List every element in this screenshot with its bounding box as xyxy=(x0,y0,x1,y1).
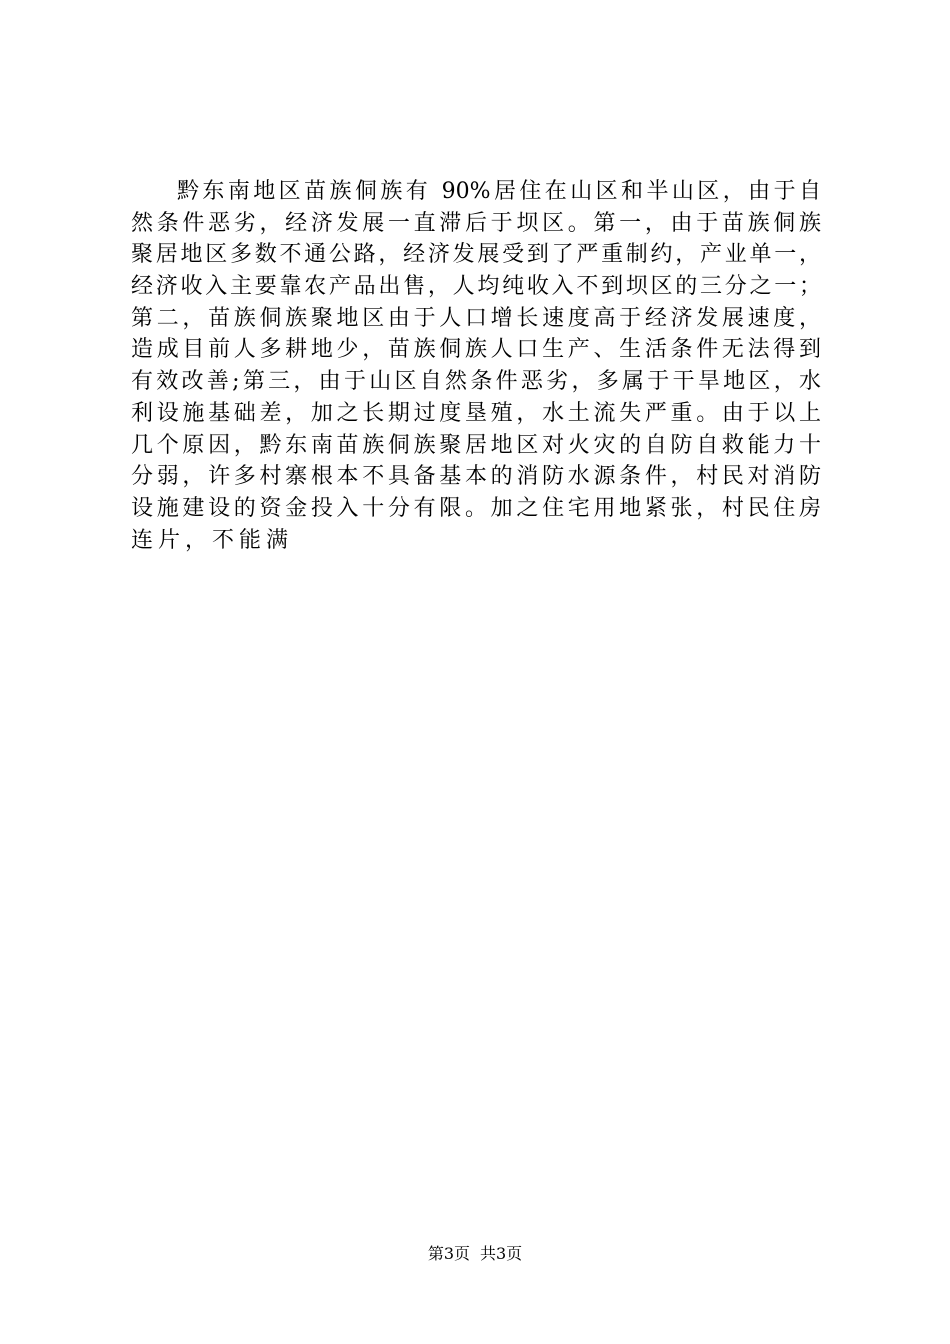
paragraph-line: 连片，不能满 xyxy=(131,527,294,553)
page-total: 共3页 xyxy=(480,1244,523,1263)
paragraph-line: 第二，苗族侗族聚地区由于人口增长速度高于经济发展速度， xyxy=(131,305,821,331)
paragraph-line: 造成目前人多耕地少，苗族侗族人口生产、生活条件无法得到 xyxy=(131,337,821,363)
paragraph-line: 然条件恶劣，经济发展一直滞后于坝区。第一，由于苗族侗族 xyxy=(131,210,821,236)
paragraph-line: 有效改善;第三，由于山区自然条件恶劣，多属于干旱地区，水 xyxy=(131,369,821,395)
paragraph-line: 黔东南地区苗族侗族有 90%居住在山区和半山区，由于自 xyxy=(177,179,821,204)
page-footer xyxy=(0,1243,950,1265)
paragraph-line: 聚居地区多数不通公路，经济发展受到了严重制约，产业单一， xyxy=(131,242,821,268)
page-number: 第3页 xyxy=(427,1244,470,1263)
paragraph-line: 设施建设的资金投入十分有限。加之住宅用地紧张，村民住房 xyxy=(131,495,821,521)
paragraph-line: 利设施基础差，加之长期过度垦殖，水土流失严重。由于以上 xyxy=(131,400,821,426)
paragraph-line: 经济收入主要靠农产品出售，人均纯收入不到坝区的三分之一； xyxy=(131,274,821,300)
paragraph-line: 几个原因，黔东南苗族侗族聚居地区对火灾的自防自救能力十 xyxy=(131,432,821,458)
body-paragraph xyxy=(131,176,821,556)
paragraph-line: 分弱，许多村寨根本不具备基本的消防水源条件，村民对消防 xyxy=(131,464,821,490)
